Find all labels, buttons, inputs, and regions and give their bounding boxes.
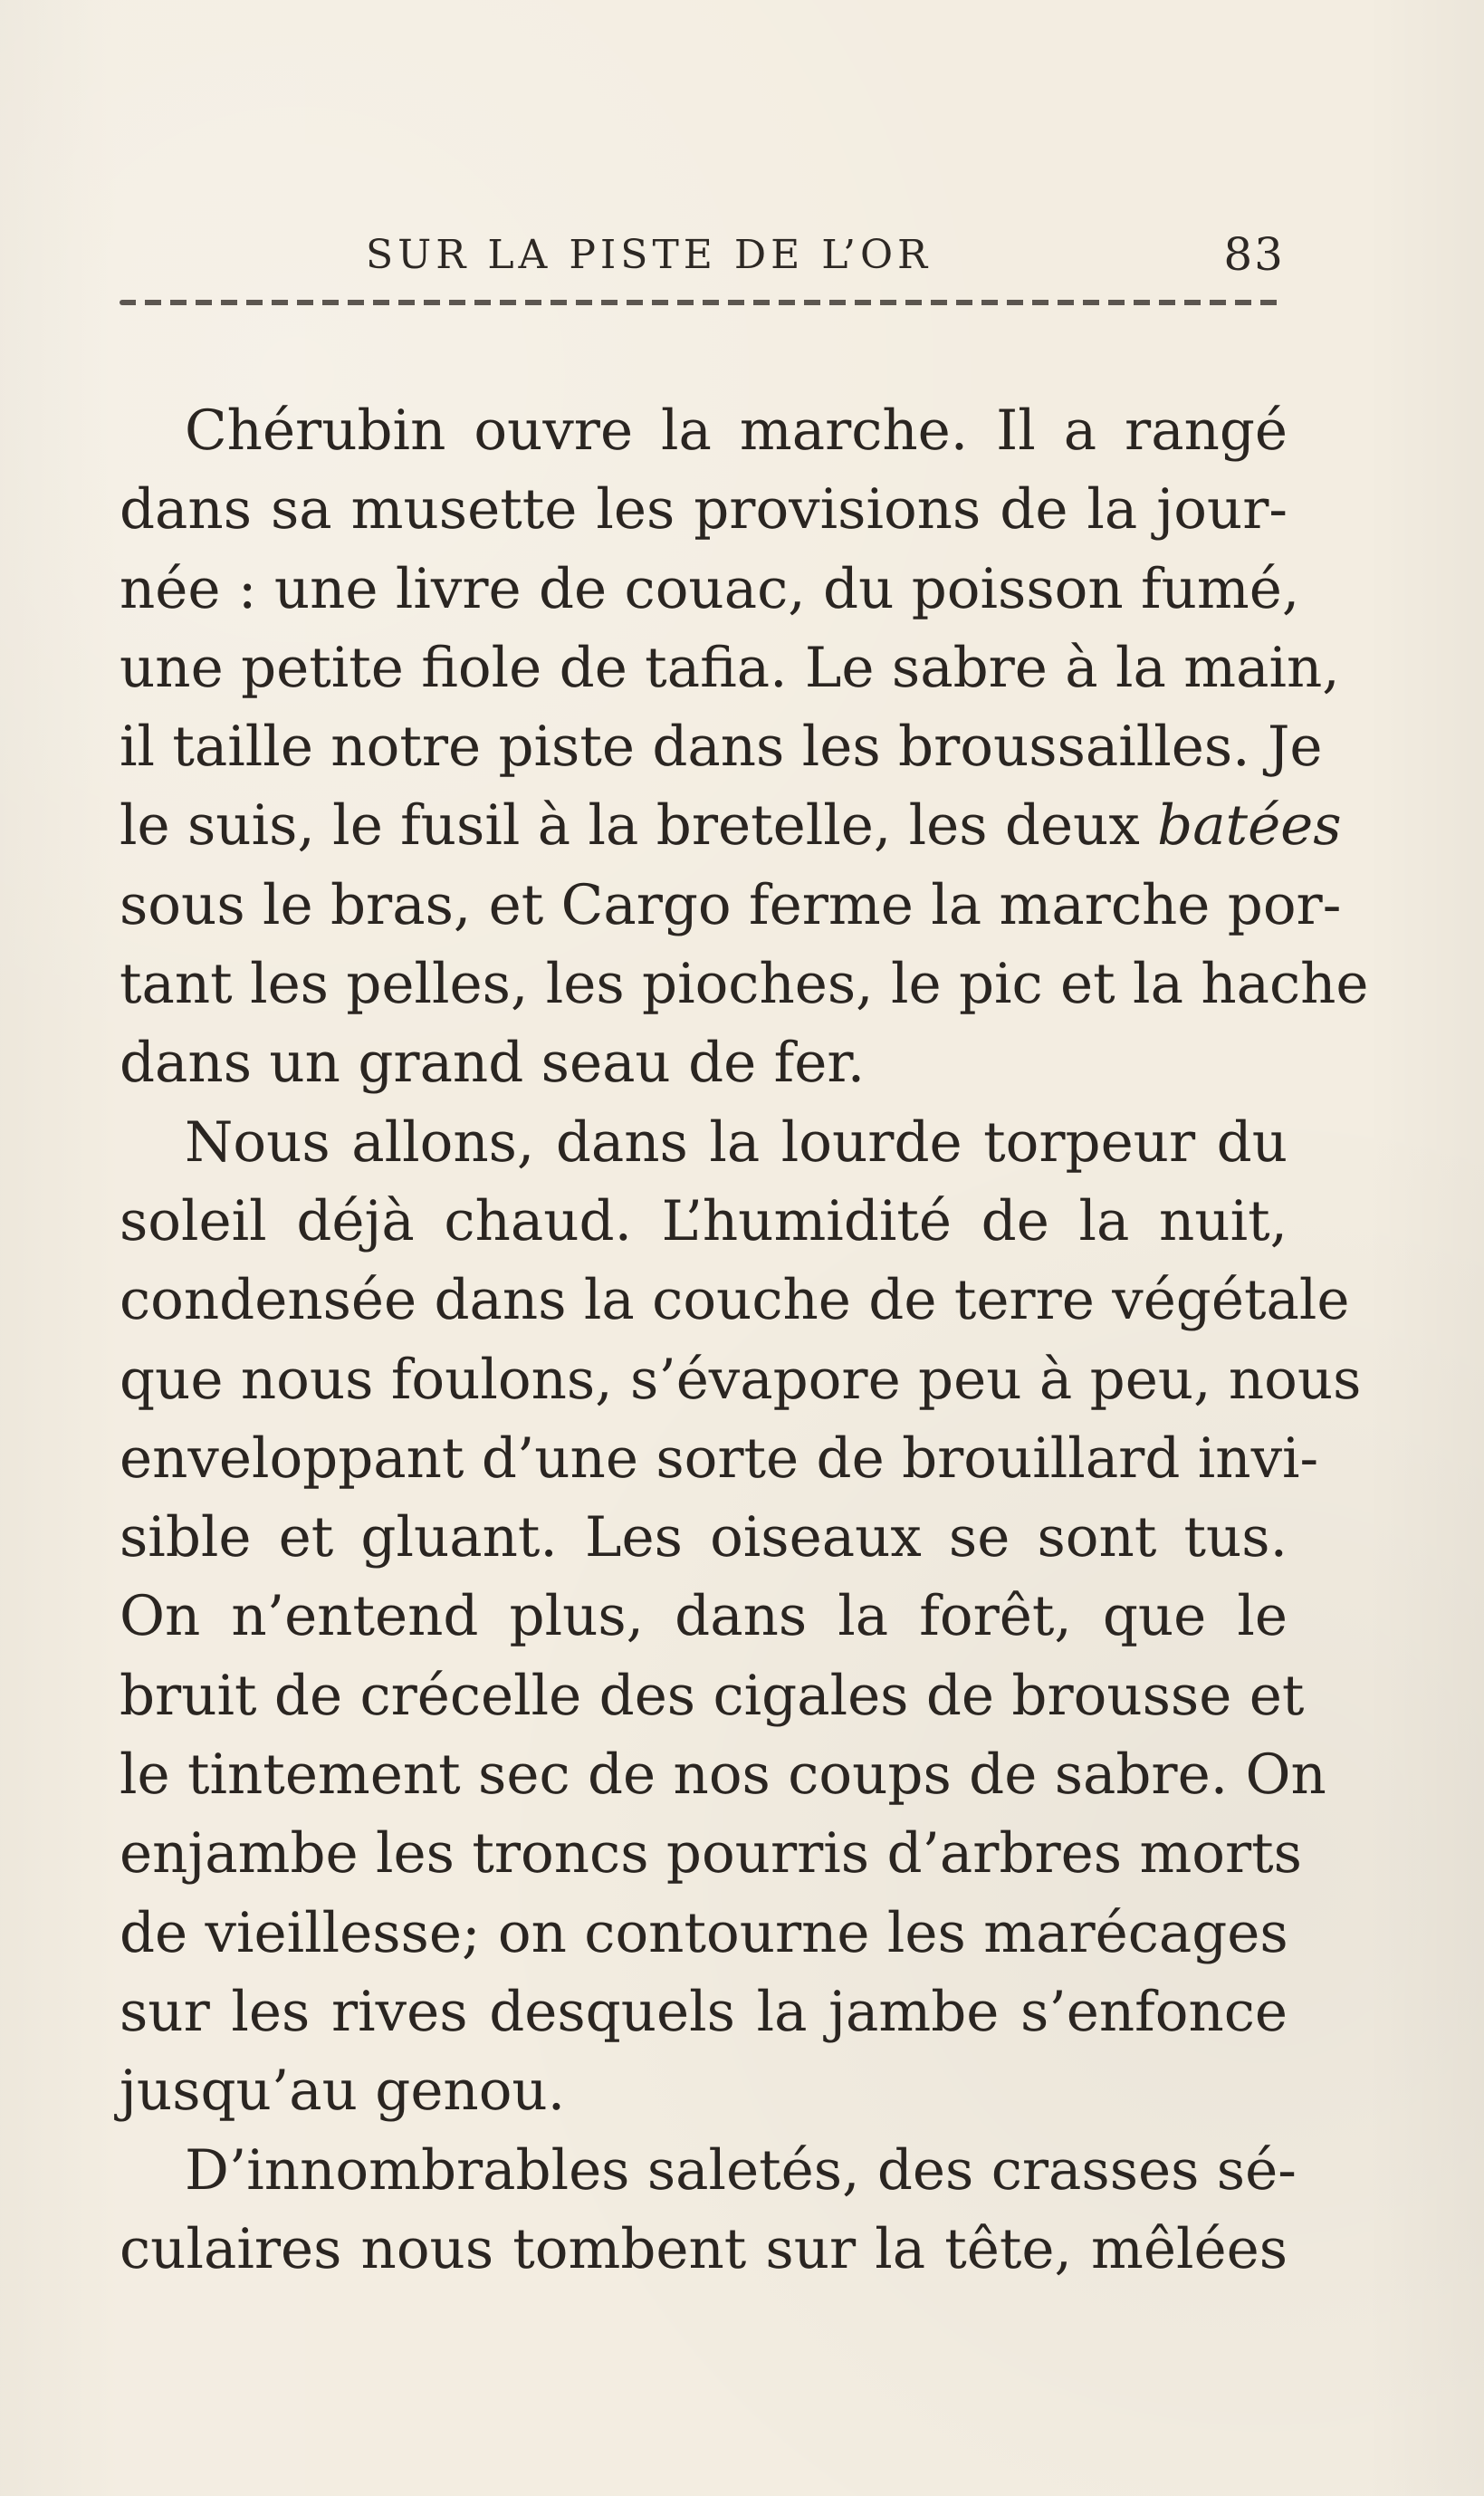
paragraph-line: Nous allons, dans la lourde torpeur du bbox=[185, 1109, 1288, 1175]
paragraph-line: tant les pelles, les pioches, le pic et la hache bbox=[120, 952, 1369, 1017]
paragraph-line: une petite fiole de tafia. Le sabre à la main, bbox=[120, 635, 1340, 700]
header-rule bbox=[120, 300, 1285, 305]
paragraph-line: sur les rives desquels la jambe s’enfonce bbox=[120, 1979, 1288, 2044]
paragraph-line: le tintement sec de nos coups de sabre. On bbox=[120, 1742, 1326, 1808]
paragraph-line: culaires nous tombent sur la tête, mêlées bbox=[120, 2216, 1288, 2281]
italic-word-batees: batées bbox=[1157, 793, 1342, 859]
paragraph-line: Chérubin ouvre la marche. Il a rangé bbox=[185, 398, 1288, 463]
paragraph-line: il taille notre piste dans les broussailles. Je bbox=[120, 715, 1323, 780]
page-number: 83 bbox=[1223, 228, 1285, 281]
paragraph-line-with-italic bbox=[120, 786, 1342, 865]
paragraph-line: que nous foulons, s’évapore peu à peu, nous bbox=[120, 1347, 1362, 1412]
paragraph-line: sible et gluant. Les oiseaux se sont tus. bbox=[120, 1505, 1288, 1570]
paragraph-line: soleil déjà chaud. L’humidité de la nuit, bbox=[120, 1188, 1288, 1253]
paragraph-line: dans un grand seau de fer. bbox=[120, 1031, 866, 1096]
paragraph-line: bruit de crécelle des cigales de brousse et bbox=[120, 1663, 1305, 1728]
paragraph-line: D’innombrables saletés, des crasses sé- bbox=[185, 2137, 1297, 2203]
body-text bbox=[120, 391, 1369, 2289]
paragraph-line: de vieillesse; on contourne les marécages bbox=[120, 1900, 1288, 1965]
paragraph-line: dans sa musette les provisions de la jour- bbox=[120, 477, 1288, 542]
paragraph-line: enveloppant d’une sorte de brouillard invi- bbox=[120, 1426, 1319, 1491]
paragraph-line: enjambe les troncs pourris d’arbres morts bbox=[120, 1821, 1302, 1886]
paragraph-line: condensée dans la couche de terre végétale bbox=[120, 1268, 1350, 1333]
paragraph-line-prefix: le suis, le fusil à la bretelle, les deux bbox=[120, 793, 1140, 859]
paragraph-line: jusqu’au genou. bbox=[120, 2059, 566, 2124]
page-header bbox=[366, 225, 1285, 288]
paragraph-line: sous le bras, et Cargo ferme la marche por- bbox=[120, 872, 1342, 937]
running-title: SUR LA PISTE DE L’OR bbox=[366, 232, 933, 278]
paragraph-line: née : une livre de couac, du poisson fumé, bbox=[120, 556, 1300, 621]
paragraph-line: On n’entend plus, dans la forêt, que le bbox=[120, 1584, 1288, 1649]
